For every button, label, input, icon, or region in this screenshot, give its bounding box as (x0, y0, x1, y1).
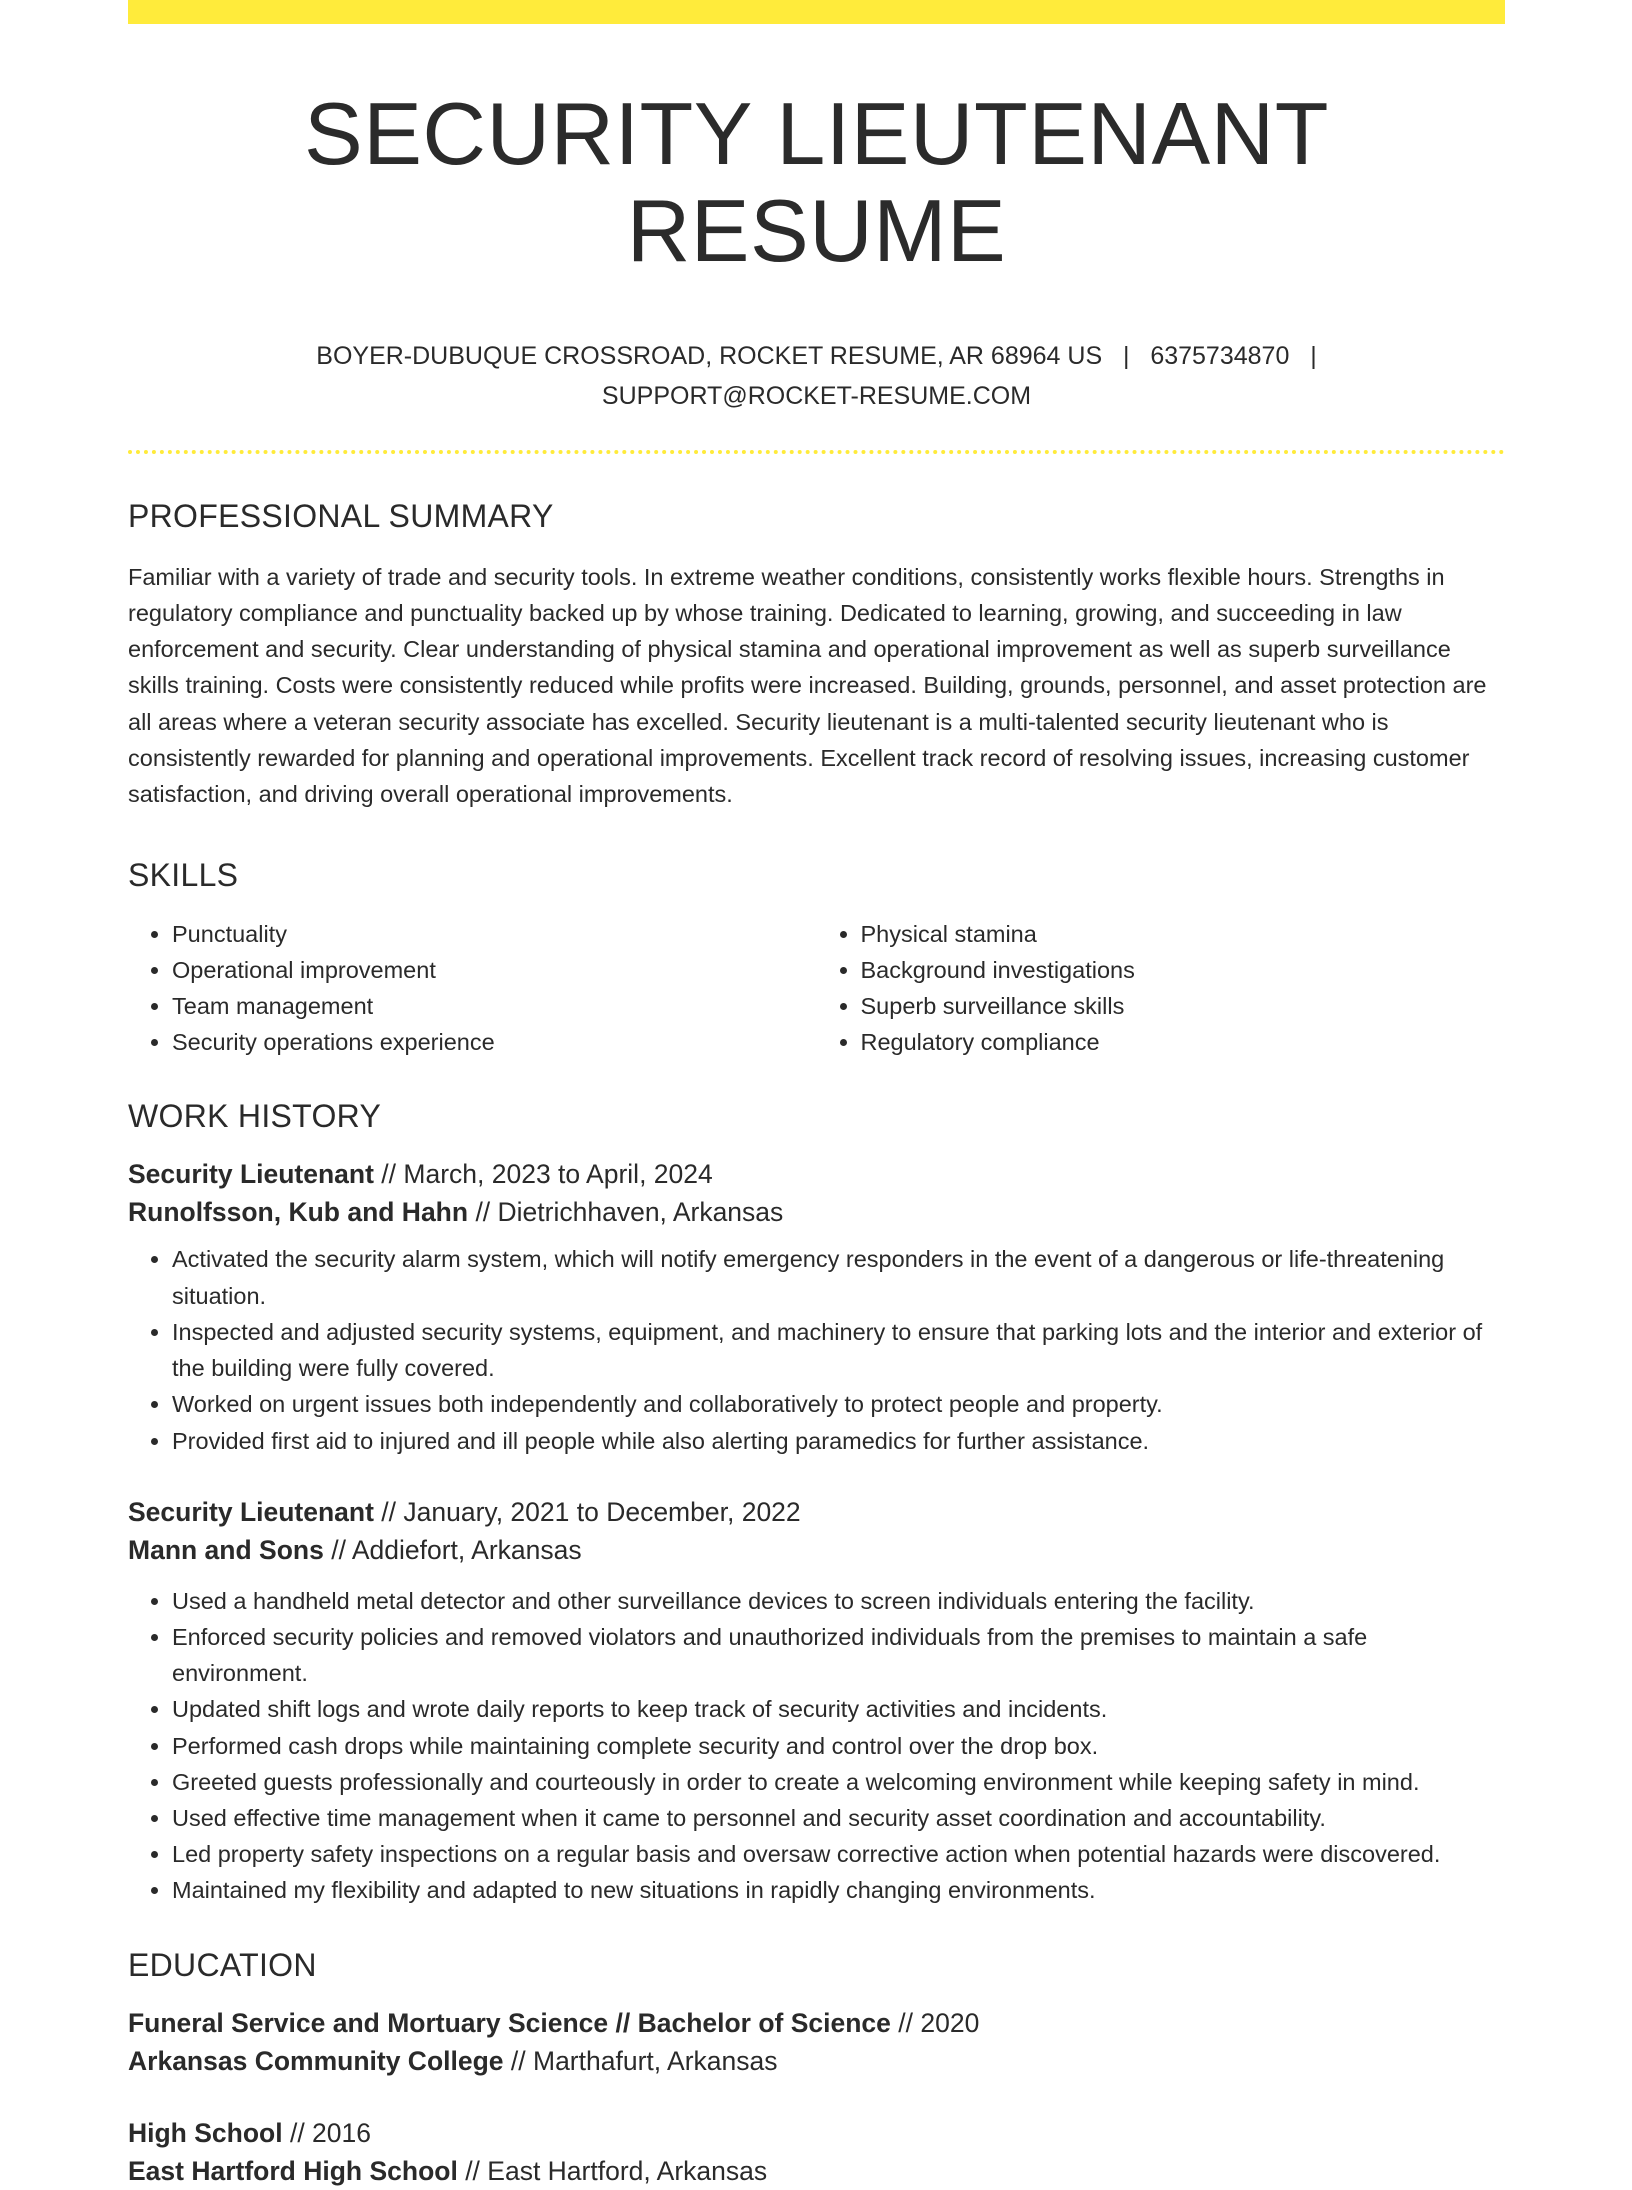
education-degree-line (128, 2004, 1505, 2042)
education-school: Arkansas Community College (128, 2045, 504, 2076)
contact-address: BOYER-DUBUQUE CROSSROAD, ROCKET RESUME, AR 68964 US (316, 341, 1103, 370)
skills-list (128, 916, 1505, 1061)
education-section (128, 1947, 1505, 2190)
job-entry (128, 1155, 1505, 1458)
education-entry (128, 2004, 1505, 2080)
education-year: // 2016 (289, 2117, 371, 2148)
job-bullet: • Activated the security alarm system, which will notify emergency responders in the event of a dangerous or life-threatening situation. (172, 1241, 1505, 1313)
education-heading: EDUCATION (128, 1946, 317, 1983)
job-dates: // January, 2021 to December, 2022 (381, 1496, 801, 1527)
contact-separator: | (1310, 341, 1317, 370)
education-degree: Funeral Service and Mortuary Science // Bachelor of Science (128, 2007, 891, 2038)
skills-heading: SKILLS (128, 856, 239, 893)
job-company: Runolfsson, Kub and Hahn (128, 1197, 469, 1228)
skills-section (128, 857, 1505, 1061)
education-year: // 2020 (898, 2007, 980, 2038)
skills-right-column (817, 916, 1506, 1061)
skill-item: • Physical stamina (861, 916, 1506, 952)
skill-item: • Superb surveillance skills (861, 988, 1506, 1024)
education-school: East Hartford High School (128, 2155, 458, 2186)
job-bullet: • Led property safety inspections on a regular basis and oversaw corrective action when potential hazards were discovered. (172, 1836, 1505, 1872)
job-bullet: • Updated shift logs and wrote daily reports to keep track of security activities and incidents. (172, 1691, 1505, 1727)
job-entry (128, 1493, 1505, 1909)
job-bullet: • Inspected and adjusted security systems, equipment, and machinery to ensure that parking lots and the interior and exterior of the building were fully covered. (172, 1314, 1505, 1386)
education-school-line (128, 2042, 1505, 2080)
job-bullet: • Used a handheld metal detector and other surveillance devices to screen individuals entering the facility. (172, 1583, 1505, 1619)
resume-title: SECURITY LIEUTENANT RESUME (304, 84, 1329, 280)
skill-item: • Punctuality (172, 916, 817, 952)
work-history-section (128, 1098, 1505, 1908)
job-title-line (128, 1155, 1505, 1193)
skill-item: • Operational improvement (172, 952, 817, 988)
contact-separator: | (1122, 341, 1130, 370)
skill-item: • Background investigations (861, 952, 1506, 988)
job-company-line (128, 1531, 1505, 1569)
job-bullet: • Enforced security policies and removed violators and unauthorized individuals from the premises to maintain a safe environment. (172, 1619, 1505, 1691)
skill-item: • Security operations experience (172, 1024, 817, 1060)
education-school-line (128, 2152, 1505, 2190)
skill-item: • Regulatory compliance (861, 1024, 1506, 1060)
job-bullet: • Greeted guests professionally and courteously in order to create a welcoming environment while keeping safety in mind. (172, 1764, 1505, 1800)
job-company: Mann and Sons (128, 1534, 324, 1565)
education-degree-line (128, 2114, 1505, 2152)
contact-email: SUPPORT@ROCKET-RESUME.COM (601, 381, 1032, 410)
work-history-heading: WORK HISTORY (128, 1098, 382, 1135)
job-title: Security Lieutenant (128, 1159, 374, 1190)
summary-heading: PROFESSIONAL SUMMARY (128, 497, 554, 534)
job-title-line (128, 1493, 1505, 1531)
job-location: // Dietrichhaven, Arkansas (475, 1197, 784, 1228)
job-bullet: • Used effective time management when it came to personnel and security asset coordination and accountability. (172, 1800, 1505, 1836)
dotted-divider (128, 450, 1505, 454)
contact-phone: 6375734870 (1150, 341, 1290, 370)
job-bullet: • Performed cash drops while maintaining complete security and control over the drop box. (172, 1728, 1505, 1764)
job-title: Security Lieutenant (128, 1496, 374, 1527)
summary-section (128, 498, 1505, 813)
job-location: // Addiefort, Arkansas (331, 1534, 582, 1565)
job-bullets (128, 1583, 1505, 1909)
job-bullet: • Provided first aid to injured and ill people while also alerting paramedics for further assistance. (172, 1423, 1505, 1459)
contact-info (128, 336, 1505, 416)
job-bullets (128, 1241, 1505, 1458)
education-location: // Marthafurt, Arkansas (510, 2045, 778, 2076)
skills-left-column (128, 916, 817, 1061)
job-bullet: • Worked on urgent issues both independently and collaboratively to protect people and property. (172, 1386, 1505, 1422)
summary-text: Familiar with a variety of trade and security tools. In extreme weather conditions, consistently works flexible hours. Strengths in regulatory compliance and punctuality backed up by whose training. Dedicated to learning, growing, and succeeding in law enforcement and security. Clear understanding of physical stamina and operational improvement as well as superb surveillance skills training. Costs were consistently reduced while profits were increased. Building, grounds, personnel, and asset protection are all areas where a veteran security associate has excelled. Security lieutenant is a multi-talented security lieutenant who is consistently rewarded for planning and operational improvements. Excellent track record of resolving issues, increasing customer satisfaction, and driving overall operational improvements. (128, 563, 1487, 808)
education-location: // East Hartford, Arkansas (465, 2155, 768, 2186)
resume-page (128, 0, 1505, 2190)
education-entry (128, 2114, 1505, 2190)
job-bullet: • Maintained my flexibility and adapted to new situations in rapidly changing environments. (172, 1872, 1505, 1908)
skill-item: • Team management (172, 988, 817, 1024)
job-company-line (128, 1193, 1505, 1231)
accent-top-bar (128, 0, 1505, 24)
education-degree: High School (128, 2117, 283, 2148)
job-dates: // March, 2023 to April, 2024 (381, 1159, 713, 1190)
